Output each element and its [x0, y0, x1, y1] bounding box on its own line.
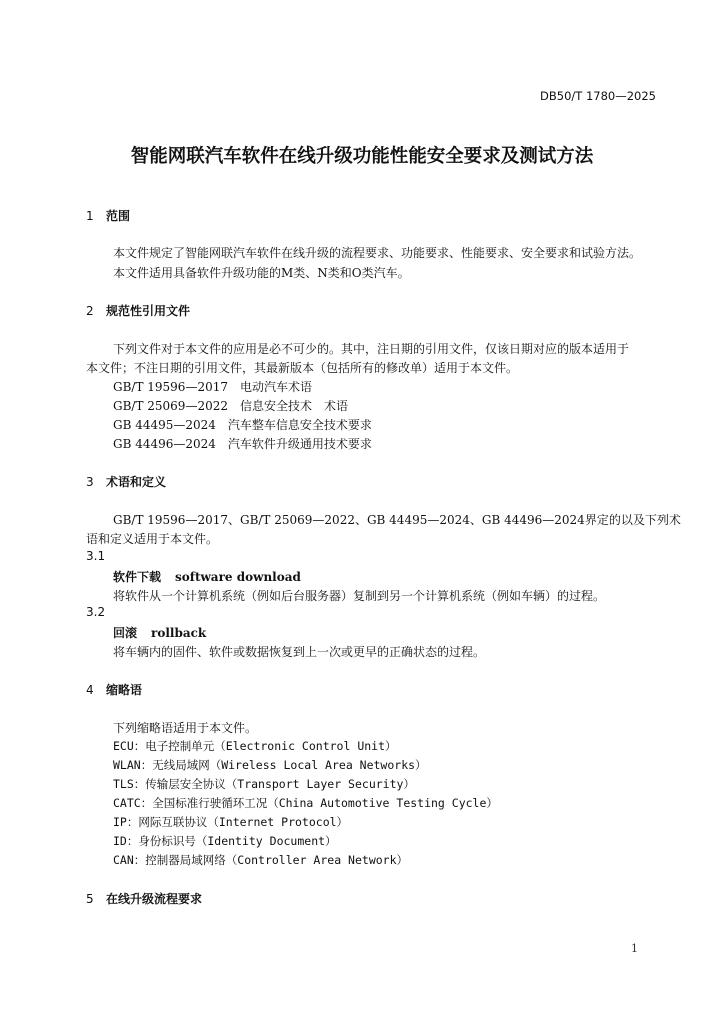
reference-item: GB/T 25069—2022 信息安全技术 术语	[113, 399, 348, 413]
page-number: 1	[631, 942, 638, 955]
section-2-intro-line-2: 本文件；不注日期的引用文件，其最新版本（包括所有的修改单）适用于本文件。	[86, 361, 519, 375]
section-number: 2	[86, 304, 94, 318]
section-title: 术语和定义	[106, 475, 167, 489]
abbreviation-item: TLS：传输层安全协议（Transport Layer Security）	[113, 777, 415, 791]
section-title: 缩略语	[106, 683, 143, 697]
abbreviation-item: IP：网际互联协议（Internet Protocol）	[113, 815, 349, 829]
reference-item: GB/T 19596—2017 电动汽车术语	[113, 380, 312, 394]
section-title: 范围	[106, 209, 131, 223]
section-number: 4	[86, 683, 94, 697]
section-2-heading	[86, 302, 190, 319]
section-title: 在线升级流程要求	[106, 892, 203, 906]
section-number: 3	[86, 475, 94, 489]
section-1-line-2: 本文件适用具备软件升级功能的M类、N类和O类汽车。	[113, 266, 410, 280]
section-3-intro-line-1: GB/T 19596—2017、GB/T 25069—2022、GB 44495—2024、GB 44496—2024界定的以及下列术	[113, 513, 681, 527]
term-entry	[113, 624, 206, 641]
section-1-line-1: 本文件规定了智能网联汽车软件在线升级的流程要求、功能要求、性能要求、安全要求和试验方法。	[113, 246, 642, 260]
term-english: software download	[175, 570, 301, 584]
section-4-heading	[86, 681, 142, 698]
abbreviation-item: CAN：控制器局域网络（Controller Area Network）	[113, 853, 409, 867]
section-4-intro: 下列缩略语适用于本文件。	[113, 721, 258, 735]
abbreviation-item: ECU：电子控制单元（Electronic Control Unit）	[113, 739, 397, 753]
section-2-intro-line-1: 下列文件对于本文件的应用是必不可少的。其中，注日期的引用文件，仅该日期对应的版本适用于	[113, 342, 630, 356]
section-number: 5	[86, 892, 94, 906]
abbreviation-item: CATC：全国标准行驶循环工况（China Automotive Testing Cycle）	[113, 796, 498, 810]
section-3-heading	[86, 473, 166, 490]
document-title: 智能网联汽车软件在线升级功能性能安全要求及测试方法	[130, 146, 594, 167]
term-chinese: 软件下载	[113, 570, 162, 584]
term-chinese: 回滚	[113, 626, 138, 640]
term-english: rollback	[151, 626, 207, 640]
section-title: 规范性引用文件	[106, 304, 191, 318]
reference-item: GB 44495—2024 汽车整车信息安全技术要求	[113, 418, 372, 432]
section-number: 1	[86, 209, 94, 223]
term-number: 3.1	[86, 549, 106, 563]
term-definition: 将软件从一个计算机系统（例如后台服务器）复制到另一个计算机系统（例如车辆）的过程。	[113, 589, 606, 603]
section-3-intro-line-2: 语和定义适用于本文件。	[86, 532, 219, 546]
abbreviation-item: ID：身份标识号（Identity Document）	[113, 834, 337, 848]
term-number: 3.2	[86, 605, 106, 619]
section-5-heading	[86, 890, 202, 907]
term-definition: 将车辆内的固件、软件或数据恢复到上一次或更早的正确状态的过程。	[113, 645, 486, 659]
reference-item: GB 44496—2024 汽车软件升级通用技术要求	[113, 437, 372, 451]
abbreviation-item: WLAN：无线局域网（Wireless Local Area Networks）	[113, 758, 427, 772]
standard-number: DB50/T 1780—2025	[540, 89, 656, 103]
term-entry	[113, 568, 301, 585]
section-1-heading	[86, 207, 130, 224]
